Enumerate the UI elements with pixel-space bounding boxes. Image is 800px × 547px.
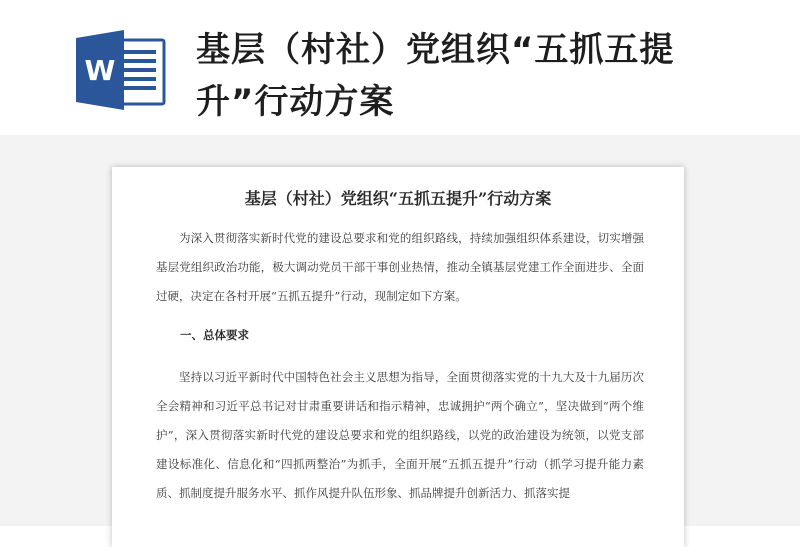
- intro-paragraph: 为深入贯彻落实新时代党的建设总要求和党的组织路线，持续加强组织体系建设，切实增强基层党组织政治功能，极大调动党员干部干事创业热情，推动全镇基层党建工作全面进步、全面过硬，决定在各村开展“五抓五提升”行动，现制定如下方案。: [156, 231, 644, 303]
- word-document-icon: [76, 30, 166, 110]
- section-heading: 一、总体要求: [180, 328, 249, 342]
- document-title: 基层（村社）党组织“五抓五提升”行动方案: [244, 189, 552, 208]
- preview-banner: [0, 0, 800, 135]
- section-paragraph: 坚持以习近平新时代中国特色社会主义思想为指导，全面贯彻落实党的十九大及十九届历次全会精神和习近平总书记对甘肃重要讲话和指示精神，忠诚拥护“两个确立”，坚决做到“两个维护”，深入贯彻落实新时代党的建设总要求和党的组织路线，以党的政治建设为统领，以党支部建设标准化、信息化和“四抓两整治”为抓手，全面开展“五抓五提升”行动（抓学习提升能力素质、抓制度提升服务水平、抓作风提升队伍形象、抓品牌提升创新活力、抓落实提: [156, 370, 644, 500]
- document-page: [112, 167, 684, 547]
- banner-title: 基层（村社）党组织“五抓五提升”行动方案: [196, 30, 675, 122]
- word-icon-letter: W: [84, 54, 116, 87]
